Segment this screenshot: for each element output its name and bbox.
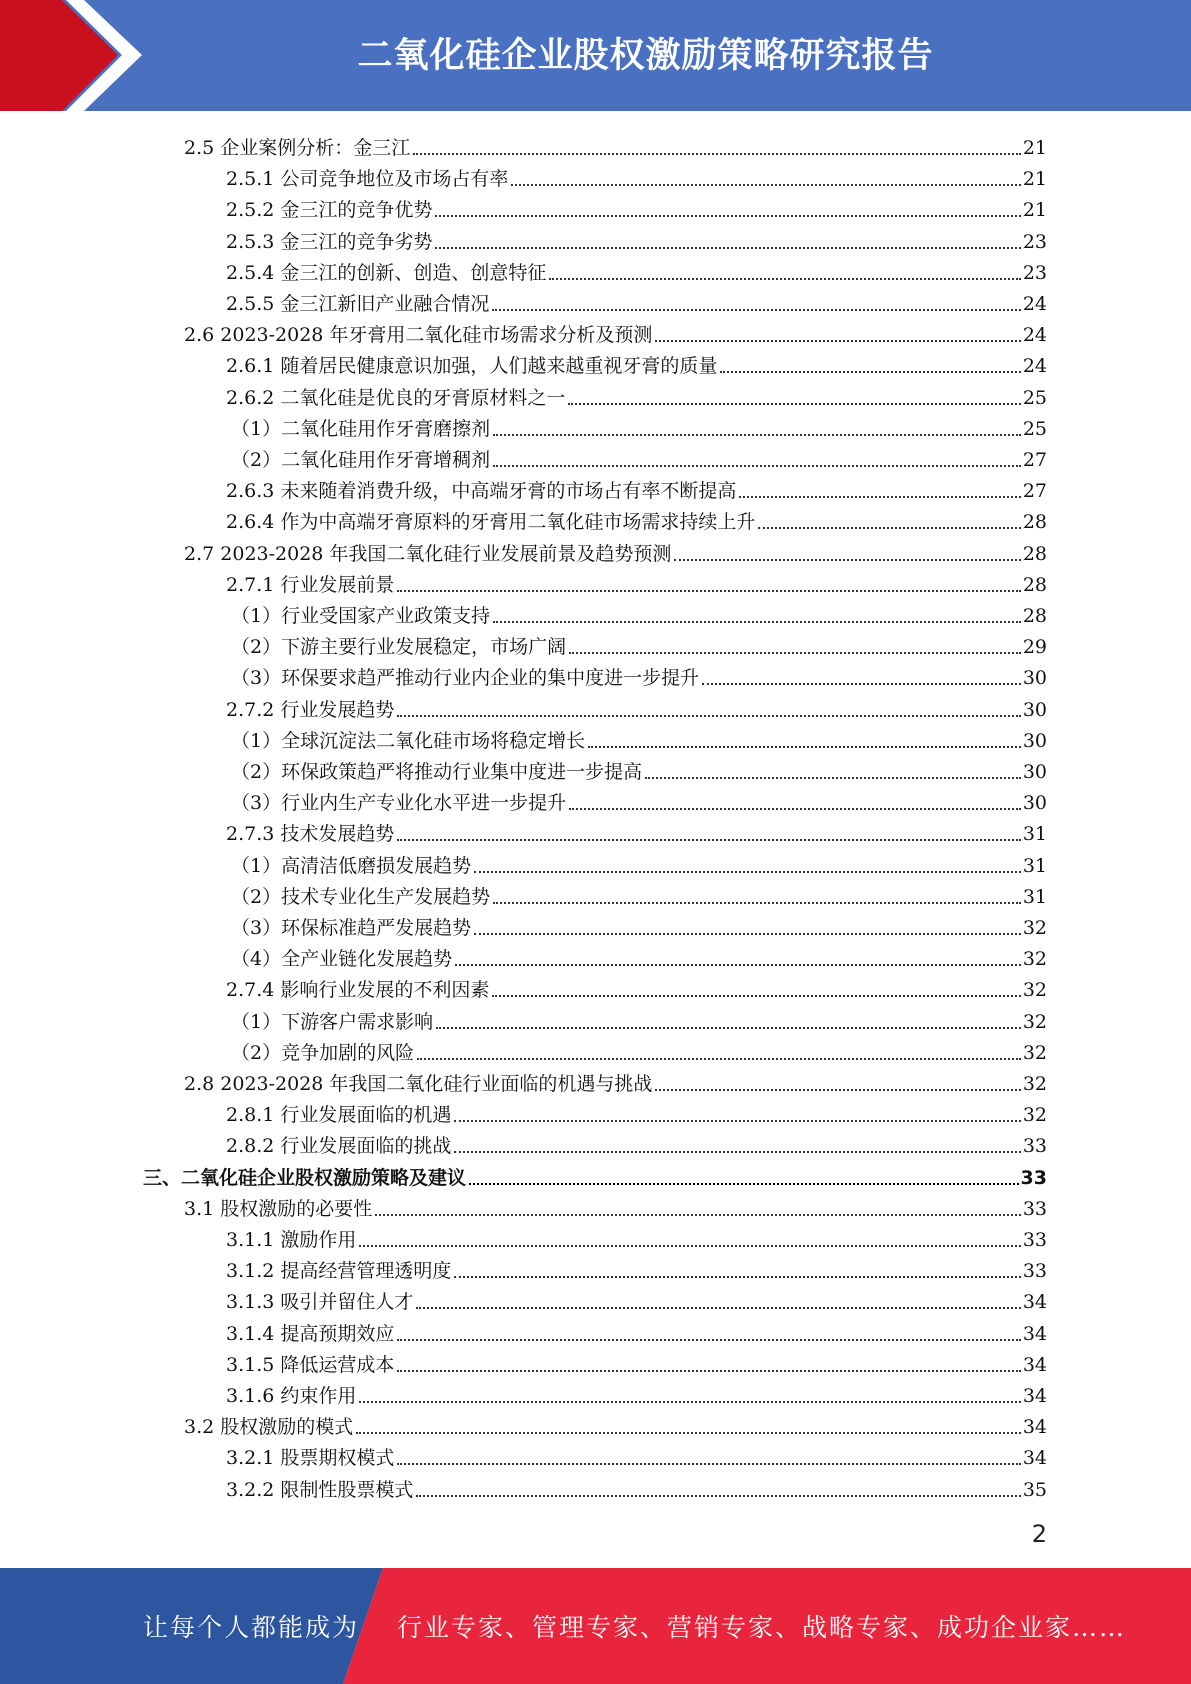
toc-entry-page: 30 — [1022, 699, 1047, 721]
toc-dot-leader — [436, 1027, 1021, 1029]
toc-entry[interactable] — [226, 1095, 1047, 1126]
toc-entry-title: 技术发展趋势 — [280, 823, 395, 845]
toc-entry[interactable] — [184, 1064, 1047, 1095]
toc-entry-number: 2.7.1 — [226, 574, 275, 596]
toc-entry-page: 34 — [1022, 1291, 1047, 1313]
toc-dot-leader — [511, 184, 1020, 186]
toc-entry-title: 提高预期效应 — [280, 1323, 395, 1345]
toc-entry[interactable] — [231, 440, 1047, 471]
toc-entry-page: 25 — [1022, 387, 1047, 409]
toc-entry-number: 2.8.1 — [226, 1104, 275, 1126]
toc-dot-leader — [474, 933, 1021, 935]
toc-entry[interactable] — [143, 1158, 1047, 1189]
toc-entry-title: 降低运营成本 — [280, 1354, 395, 1376]
toc-entry-title: 金三江的竞争劣势 — [280, 231, 433, 253]
toc-dot-leader — [469, 1183, 1019, 1185]
toc-entry-number: 3.1.1 — [226, 1229, 275, 1251]
toc-entry[interactable] — [226, 159, 1047, 190]
toc-dot-leader — [655, 340, 1020, 342]
toc-dot-leader — [397, 715, 1020, 717]
toc-entry[interactable] — [231, 721, 1047, 752]
toc-entry-title: 二氧化硅是优良的牙膏原材料之一 — [280, 387, 566, 409]
toc-entry-number: （2） — [231, 636, 282, 658]
toc-entry-title: 影响行业发展的不利因素 — [280, 979, 490, 1001]
toc-entry[interactable] — [231, 939, 1047, 970]
toc-entry[interactable] — [226, 471, 1047, 502]
toc-entry[interactable] — [226, 253, 1047, 284]
toc-entry-title: 2023-2028 年牙膏用二氧化硅市场需求分析及预测 — [220, 324, 653, 346]
toc-entry-page: 34 — [1022, 1447, 1047, 1469]
toc-entry-number: （1） — [231, 1011, 282, 1033]
toc-dot-leader — [397, 590, 1020, 592]
toc-entry-title: 环保标准趋严发展趋势 — [281, 917, 472, 939]
toc-entry-title: 行业受国家产业政策支持 — [281, 605, 491, 627]
toc-entry-title: 股权激励的必要性 — [220, 1198, 373, 1220]
toc-entry-title: 全球沉淀法二氧化硅市场将稳定增长 — [281, 730, 586, 752]
toc-entry-number: 2.5.2 — [226, 199, 275, 221]
toc-entry-number: 2.7.3 — [226, 823, 275, 845]
toc-entry-page: 31 — [1022, 886, 1047, 908]
toc-dot-leader — [493, 465, 1021, 467]
toc-dot-leader — [645, 777, 1021, 779]
toc-entry-number: 2.6.4 — [226, 511, 275, 533]
toc-dot-leader — [397, 839, 1020, 841]
toc-entry-number: 三、 — [143, 1167, 182, 1189]
toc-entry-title: 高清洁低磨损发展趋势 — [281, 855, 472, 877]
toc-entry[interactable] — [231, 658, 1047, 689]
toc-entry-page: 32 — [1022, 979, 1047, 1001]
toc-entry[interactable] — [226, 1220, 1047, 1251]
toc-entry-number: 3.1.6 — [226, 1385, 275, 1407]
toc-entry-number: 2.7 — [184, 543, 215, 565]
toc-entry-number: 2.5.4 — [226, 262, 275, 284]
toc-dot-leader — [359, 1401, 1020, 1403]
toc-entry-number: （2） — [231, 1042, 282, 1064]
toc-entry[interactable] — [226, 190, 1047, 221]
toc-entry-number: 2.6 — [184, 324, 215, 346]
toc-dot-leader — [758, 527, 1020, 529]
toc-entry-title: 作为中高端牙膏原料的牙膏用二氧化硅市场需求持续上升 — [280, 511, 756, 533]
toc-dot-leader — [569, 652, 1021, 654]
toc-dot-leader — [569, 808, 1021, 810]
toc-entry-title: 金三江的创新、创造、创意特征 — [280, 262, 547, 284]
toc-entry-page: 32 — [1022, 917, 1047, 939]
toc-dot-leader — [493, 434, 1021, 436]
toc-entry[interactable] — [226, 970, 1047, 1001]
toc-entry-page: 25 — [1022, 418, 1047, 440]
toc-entry[interactable] — [226, 378, 1047, 409]
toc-entry-title: 未来随着消费升级，中高端牙膏的市场占有率不断提高 — [280, 480, 737, 502]
footer-slogan-left: 让每个人都能成为 — [143, 1613, 360, 1642]
toc-entry-number: 2.5.3 — [226, 231, 275, 253]
toc-entry-page: 30 — [1022, 667, 1047, 689]
toc-entry[interactable] — [226, 1251, 1047, 1282]
toc-entry-number: 2.6.2 — [226, 387, 275, 409]
toc-entry[interactable] — [226, 1314, 1047, 1345]
toc-dot-leader — [397, 1463, 1020, 1465]
toc-entry[interactable] — [226, 1345, 1047, 1376]
toc-entry-number: 3.1 — [184, 1198, 215, 1220]
toc-dot-leader — [549, 278, 1020, 280]
toc-entry[interactable] — [226, 1376, 1047, 1407]
toc-dot-leader — [655, 1089, 1020, 1091]
toc-entry-title: 二氧化硅用作牙膏磨擦剂 — [281, 418, 491, 440]
toc-entry[interactable] — [184, 128, 1047, 159]
toc-entry[interactable] — [231, 908, 1047, 939]
toc-entry-page: 21 — [1022, 168, 1047, 190]
toc-entry-page: 21 — [1022, 137, 1047, 159]
toc-entry-title: 吸引并留住人才 — [280, 1291, 414, 1313]
toc-entry-title: 约束作用 — [280, 1385, 357, 1407]
toc-entry[interactable] — [226, 690, 1047, 721]
toc-dot-leader — [454, 1120, 1020, 1122]
toc-dot-leader — [413, 153, 1021, 155]
toc-dot-leader — [416, 1307, 1020, 1309]
toc-entry-title: 限制性股票模式 — [280, 1479, 414, 1501]
toc-entry-page: 24 — [1022, 293, 1047, 315]
toc-entry-page: 32 — [1022, 948, 1047, 970]
header-chevron-decoration — [0, 0, 260, 111]
toc-dot-leader — [492, 995, 1020, 997]
toc-entry-page: 28 — [1022, 511, 1047, 533]
toc-entry-title: 金三江新旧产业融合情况 — [280, 293, 490, 315]
toc-dot-leader — [435, 215, 1020, 217]
report-title: 二氧化硅企业股权激励策略研究报告 — [357, 36, 934, 76]
toc-entry[interactable] — [226, 1126, 1047, 1157]
toc-entry-page: 21 — [1022, 199, 1047, 221]
toc-entry-number: （1） — [231, 605, 282, 627]
toc-entry-title: 技术专业化生产发展趋势 — [281, 886, 491, 908]
toc-entry-page: 28 — [1022, 605, 1047, 627]
toc-entry-title: 二氧化硅用作牙膏增稠剂 — [281, 449, 491, 471]
toc-entry-page: 33 — [1020, 1167, 1047, 1189]
toc-entry[interactable] — [231, 596, 1047, 627]
toc-entry[interactable] — [226, 1438, 1047, 1469]
toc-entry-page: 27 — [1022, 449, 1047, 471]
toc-dot-leader — [435, 247, 1020, 249]
toc-entry-title: 下游主要行业发展稳定，市场广阔 — [281, 636, 567, 658]
page-number: 2 — [1031, 1520, 1047, 1548]
toc-entry-number: 3.1.2 — [226, 1260, 275, 1282]
footer-slogan-right: 行业专家、管理专家、营销专家、战略专家、成功企业家…… — [397, 1613, 1127, 1642]
toc-entry-number: （2） — [231, 761, 282, 783]
toc-dot-leader — [397, 1370, 1020, 1372]
toc-entry-number: （1） — [231, 855, 282, 877]
toc-entry-number: （2） — [231, 886, 282, 908]
toc-entry-number: 2.5.1 — [226, 168, 275, 190]
toc-entry-number: 2.6.1 — [226, 355, 275, 377]
toc-entry-title: 行业发展前景 — [280, 574, 395, 596]
toc-entry[interactable] — [226, 565, 1047, 596]
toc-dot-leader — [588, 746, 1021, 748]
toc-entry-title: 股票期权模式 — [280, 1447, 395, 1469]
toc-entry-page: 30 — [1022, 761, 1047, 783]
toc-entry[interactable] — [226, 346, 1047, 377]
toc-entry-title: 行业内生产专业化水平进一步提升 — [281, 792, 567, 814]
toc-dot-leader — [359, 1245, 1020, 1247]
toc-dot-leader — [702, 683, 1021, 685]
toc-entry-number: 2.7.4 — [226, 979, 275, 1001]
toc-entry-page: 31 — [1022, 823, 1047, 845]
toc-entry-number: （4） — [231, 948, 282, 970]
toc-entry-title: 企业案例分析：金三江 — [220, 137, 411, 159]
toc-entry-page: 32 — [1022, 1104, 1047, 1126]
toc-entry-title: 激励作用 — [280, 1229, 357, 1251]
toc-dot-leader — [674, 559, 1020, 561]
toc-entry-page: 34 — [1022, 1354, 1047, 1376]
toc-entry-number: （2） — [231, 449, 282, 471]
toc-entry[interactable] — [231, 409, 1047, 440]
toc-entry-page: 31 — [1022, 855, 1047, 877]
toc-entry[interactable] — [231, 783, 1047, 814]
toc-entry[interactable] — [226, 222, 1047, 253]
toc-entry-page: 30 — [1022, 792, 1047, 814]
toc-entry-title: 公司竞争地位及市场占有率 — [280, 168, 509, 190]
toc-entry-number: 2.8.2 — [226, 1135, 275, 1157]
toc-entry[interactable] — [226, 1470, 1047, 1501]
toc-dot-leader — [739, 496, 1020, 498]
toc-entry[interactable] — [231, 1002, 1047, 1033]
toc-entry-title: 行业发展趋势 — [280, 699, 395, 721]
toc-entry-title: 金三江的竞争优势 — [280, 199, 433, 221]
toc-dot-leader — [492, 309, 1020, 311]
toc-dot-leader — [474, 871, 1021, 873]
toc-entry-title: 2023-2028 年我国二氧化硅行业面临的机遇与挑战 — [220, 1073, 653, 1095]
toc-entry[interactable] — [226, 1282, 1047, 1313]
toc-entry[interactable] — [184, 1189, 1047, 1220]
toc-dot-leader — [568, 403, 1020, 405]
toc-entry-page: 33 — [1022, 1135, 1047, 1157]
toc-entry-number: （3） — [231, 792, 282, 814]
toc-entry-number: 2.7.2 — [226, 699, 275, 721]
toc-entry[interactable] — [226, 502, 1047, 533]
toc-dot-leader — [417, 1058, 1021, 1060]
toc-entry-number: 2.5.5 — [226, 293, 275, 315]
toc-entry-number: （1） — [231, 418, 282, 440]
toc-entry-number: 2.8 — [184, 1073, 215, 1095]
toc-entry-title: 全产业链化发展趋势 — [281, 948, 453, 970]
toc-entry-number: 3.2 — [184, 1416, 215, 1438]
toc-entry-number: 3.2.1 — [226, 1447, 275, 1469]
toc-entry-page: 34 — [1022, 1323, 1047, 1345]
toc-entry[interactable] — [184, 315, 1047, 346]
toc-entry-number: 3.1.4 — [226, 1323, 275, 1345]
toc-dot-leader — [454, 1151, 1020, 1153]
toc-dot-leader — [493, 621, 1021, 623]
toc-entry-page: 30 — [1022, 730, 1047, 752]
toc-entry[interactable] — [231, 627, 1047, 658]
toc-entry-title: 竞争加剧的风险 — [281, 1042, 415, 1064]
toc-dot-leader — [416, 1495, 1020, 1497]
toc-entry-title: 行业发展面临的机遇 — [280, 1104, 452, 1126]
toc-entry-title: 2023-2028 年我国二氧化硅行业发展前景及趋势预测 — [220, 543, 672, 565]
toc-entry-title: 随着居民健康意识加强，人们越来越重视牙膏的质量 — [280, 355, 718, 377]
toc-entry-page: 24 — [1022, 324, 1047, 346]
page-header — [0, 0, 1191, 111]
toc-entry[interactable] — [184, 534, 1047, 565]
toc-dot-leader — [720, 371, 1020, 373]
toc-entry-title: 股权激励的模式 — [220, 1416, 354, 1438]
toc-entry-title: 环保政策趋严将推动行业集中度进一步提高 — [281, 761, 643, 783]
toc-entry-page: 24 — [1022, 355, 1047, 377]
toc-dot-leader — [397, 1339, 1020, 1341]
toc-dot-leader — [375, 1214, 1021, 1216]
toc-entry[interactable] — [226, 284, 1047, 315]
toc-entry[interactable] — [231, 877, 1047, 908]
toc-entry-title: 二氧化硅企业股权激励策略及建议 — [181, 1167, 467, 1189]
toc-entry-page: 32 — [1022, 1011, 1047, 1033]
toc-entry-number: 3.2.2 — [226, 1479, 275, 1501]
toc-entry-page: 28 — [1022, 574, 1047, 596]
toc-entry-number: （1） — [231, 730, 282, 752]
toc-entry-page: 23 — [1022, 231, 1047, 253]
toc-entry-number: 3.1.5 — [226, 1354, 275, 1376]
toc-entry-page: 27 — [1022, 480, 1047, 502]
toc-entry-page: 32 — [1022, 1073, 1047, 1095]
toc-dot-leader — [454, 1276, 1020, 1278]
toc-entry-title: 环保要求趋严推动行业内企业的集中度进一步提升 — [281, 667, 700, 689]
toc-entry-page: 34 — [1022, 1416, 1047, 1438]
toc-entry-page: 28 — [1022, 543, 1047, 565]
page-footer — [0, 1568, 1191, 1684]
toc-entry[interactable] — [226, 814, 1047, 845]
toc-entry-page: 29 — [1022, 636, 1047, 658]
toc-entry-title: 行业发展面临的挑战 — [280, 1135, 452, 1157]
toc-entry-title: 下游客户需求影响 — [281, 1011, 434, 1033]
toc-entry-page: 35 — [1022, 1479, 1047, 1501]
toc-entry-number: 2.5 — [184, 137, 215, 159]
toc-entry[interactable] — [231, 846, 1047, 877]
toc-entry[interactable] — [231, 752, 1047, 783]
toc-entry-number: （3） — [231, 667, 282, 689]
toc-entry-number: 2.6.3 — [226, 480, 275, 502]
toc-entry-number: 3.1.3 — [226, 1291, 275, 1313]
toc-entry[interactable] — [184, 1407, 1047, 1438]
toc-dot-leader — [493, 902, 1021, 904]
toc-entry-page: 34 — [1022, 1385, 1047, 1407]
toc-entry-page: 33 — [1022, 1260, 1047, 1282]
toc-dot-leader — [455, 964, 1021, 966]
toc-entry-page: 33 — [1022, 1229, 1047, 1251]
toc-entry[interactable] — [231, 1033, 1047, 1064]
toc-dot-leader — [356, 1432, 1021, 1434]
toc-entry-page: 23 — [1022, 262, 1047, 284]
toc-entry-title: 提高经营管理透明度 — [280, 1260, 452, 1282]
toc-entry-page: 33 — [1022, 1198, 1047, 1220]
toc-entry-page: 32 — [1022, 1042, 1047, 1064]
toc-entry-number: （3） — [231, 917, 282, 939]
